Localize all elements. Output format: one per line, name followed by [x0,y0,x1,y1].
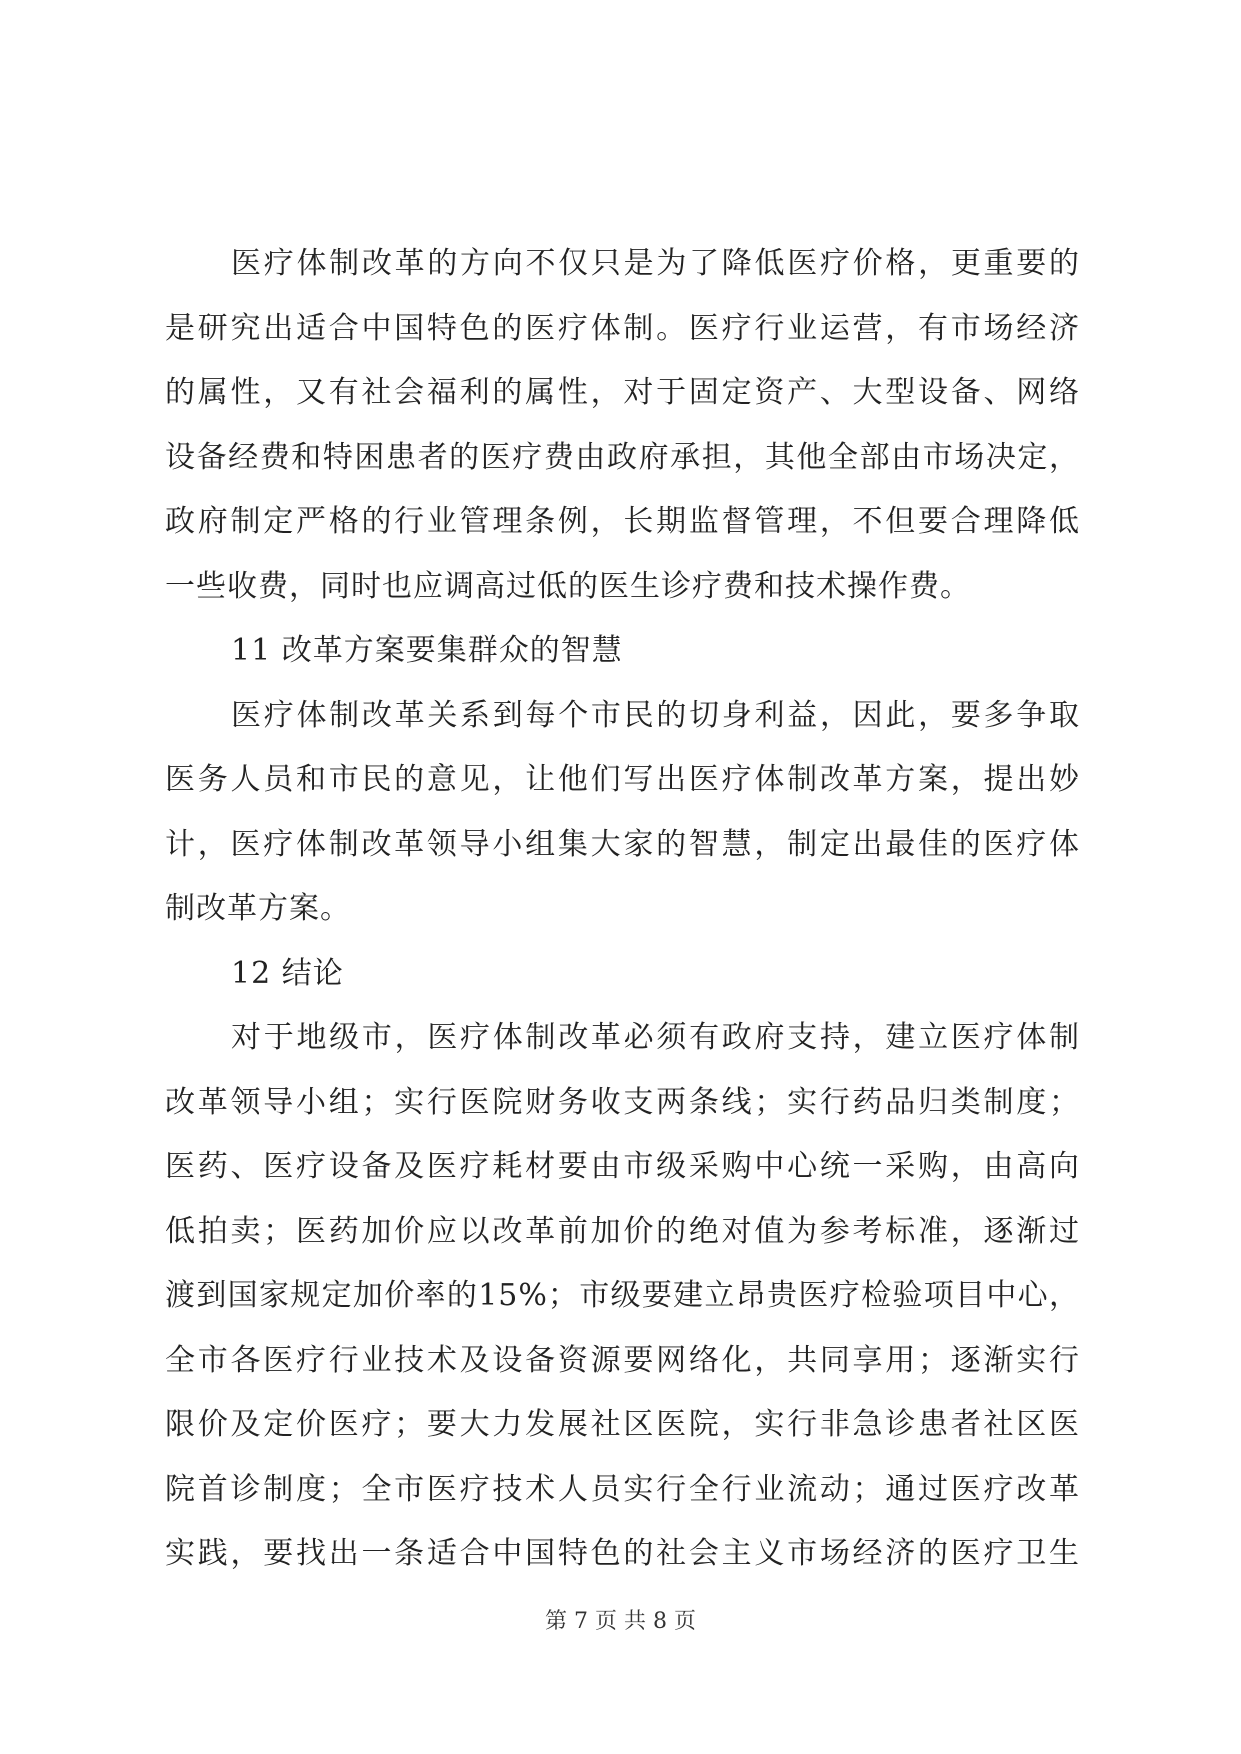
paragraph-line: 实践，要找出一条适合中国特色的社会主义市场经济的医疗卫生 [165,1536,1080,1571]
paragraph-line: 计，医疗体制改革领导小组集大家的智慧，制定出最佳的医疗体 [165,826,1080,862]
paragraph-line: 改革领导小组；实行医院财务收支两条线；实行药品归类制度； [165,1084,1080,1120]
paragraph-line: 全市各医疗行业技术及设备资源要网络化，共同享用；逐渐实行 [165,1342,1080,1378]
body-text [165,232,1080,1587]
section-heading: 11 改革方案要集群众的智慧 [231,633,623,668]
paragraph-line: 医药、医疗设备及医疗耗材要由市级采购中心统一采购，由高向 [165,1149,1080,1184]
paragraph-line: 医疗体制改革的方向不仅只是为了降低医疗价格，更重要的 [231,246,1080,281]
paragraph-line: 医疗体制改革关系到每个市民的切身利益，因此，要多争取 [231,697,1080,733]
paragraph-line: 对于地级市，医疗体制改革必须有政府支持，建立医疗体制 [231,1020,1080,1055]
paragraph-line: 制改革方案。 [165,891,351,926]
paragraph-line: 一些收费，同时也应调高过低的医生诊疗费和技术操作费。 [165,568,971,604]
paragraph-line: 设备经费和特困患者的医疗费由政府承担，其他全部由市场决定， [165,439,1080,475]
paragraph-line: 医务人员和市民的意见，让他们写出医疗体制改革方案，提出妙 [165,762,1080,797]
paragraph-line: 政府制定严格的行业管理条例，长期监督管理，不但要合理降低 [165,504,1080,539]
paragraph-line: 限价及定价医疗；要大力发展社区医院，实行非急诊患者社区医 [165,1407,1080,1442]
paragraph-line: 的属性，又有社会福利的属性，对于固定资产、大型设备、网络 [165,375,1080,410]
paragraph-line: 渡到国家规定加价率的15%；市级要建立昂贵医疗检验项目中心， [165,1278,1080,1313]
paragraph-line: 是研究出适合中国特色的医疗体制。医疗行业运营，有市场经济 [165,310,1080,346]
paragraph-line: 低拍卖；医药加价应以改革前加价的绝对值为参考标准，逐渐过 [165,1213,1080,1249]
paragraph-line: 院首诊制度；全市医疗技术人员实行全行业流动；通过医疗改革 [165,1471,1080,1507]
page-footer: 第 7 页 共 8 页 [545,1609,696,1634]
section-heading: 12 结论 [231,955,344,991]
